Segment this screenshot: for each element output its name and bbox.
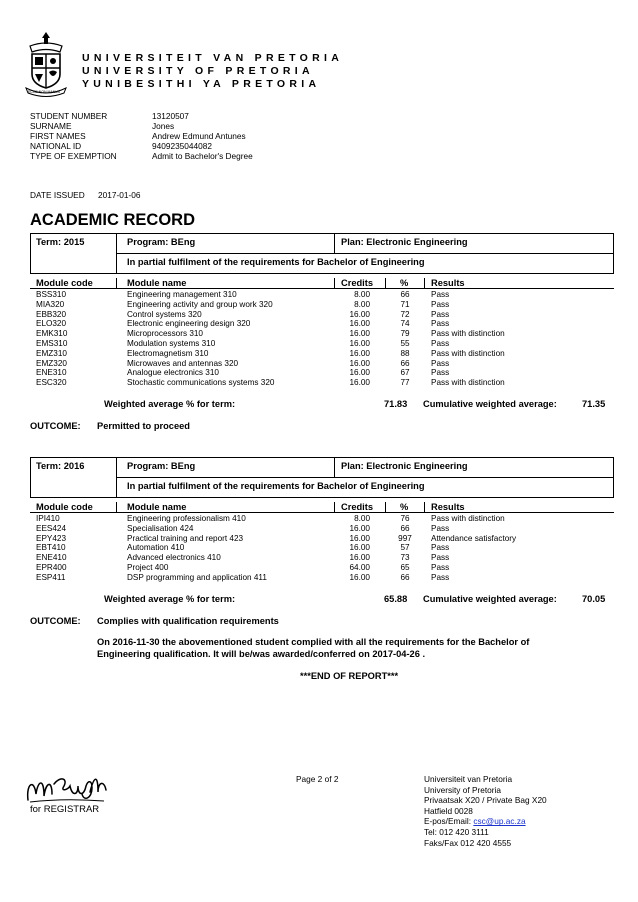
university-name-sepedi: YUNIBESITHI YA PRETORIA bbox=[82, 78, 321, 90]
table-cell: Pass bbox=[431, 299, 450, 309]
email-line bbox=[424, 816, 547, 827]
col-sep bbox=[116, 278, 117, 289]
col-module-name: Module name bbox=[127, 502, 187, 512]
table-cell: Pass with distinction bbox=[431, 348, 505, 358]
table-cell: Analogue electronics 310 bbox=[127, 368, 219, 378]
fax-line: Faks/Fax 012 420 4555 bbox=[424, 837, 512, 848]
table-cell: 16.00 bbox=[349, 533, 370, 543]
term-1-percent bbox=[390, 290, 420, 388]
term-1-outcome: Permitted to proceed bbox=[97, 421, 190, 431]
table-cell: Pass bbox=[431, 543, 450, 553]
address-block bbox=[424, 774, 547, 848]
table-cell: 72 bbox=[400, 309, 410, 319]
term-1-term: Term: 2015 bbox=[36, 237, 85, 247]
table-cell: Microprocessors 310 bbox=[127, 329, 203, 339]
table-cell: 997 bbox=[398, 533, 412, 543]
term-1-plan: Plan: Electronic Engineering bbox=[341, 237, 468, 247]
term-2-credits bbox=[334, 514, 370, 583]
col-sep bbox=[424, 502, 425, 513]
table-cell: DSP programming and application 411 bbox=[127, 572, 267, 582]
table-cell: 88 bbox=[400, 348, 410, 358]
term-2-weighted-value: 65.88 bbox=[384, 594, 408, 604]
student-labels bbox=[30, 111, 117, 161]
term-2-cumulative-value: 70.05 bbox=[582, 594, 606, 604]
table-cell: IPI410 bbox=[36, 514, 60, 523]
email-label: E-pos/Email: bbox=[424, 816, 474, 827]
table-cell: 66 bbox=[400, 358, 410, 368]
completion-statement-line1: On 2016-11-30 the abovementioned student complied with all the requirements for the Bachelor of bbox=[97, 637, 530, 647]
col-credits: Credits bbox=[341, 278, 374, 288]
student-values bbox=[152, 111, 253, 161]
table-cell: ENE310 bbox=[36, 368, 67, 378]
table-cell: Stochastic communications systems 320 bbox=[127, 378, 275, 388]
label-first-names: FIRST NAMES bbox=[30, 131, 86, 141]
end-of-report: ***END OF REPORT*** bbox=[300, 671, 399, 681]
table-cell: Pass with distinction bbox=[431, 329, 505, 339]
table-cell: 16.00 bbox=[349, 553, 370, 563]
col-module-code: Module code bbox=[36, 278, 93, 288]
table-cell: ESP411 bbox=[36, 572, 66, 582]
table-cell: Pass with distinction bbox=[431, 514, 505, 523]
col-sep bbox=[424, 278, 425, 289]
term-1-weighted-label: Weighted average % for term: bbox=[104, 399, 236, 409]
table-cell: Engineering activity and group work 320 bbox=[127, 299, 273, 309]
table-cell: 16.00 bbox=[349, 329, 370, 339]
label-national-id: NATIONAL ID bbox=[30, 141, 82, 151]
col-sep bbox=[334, 502, 335, 513]
col-credits: Credits bbox=[341, 502, 374, 512]
table-cell: Pass bbox=[431, 358, 450, 368]
term-1-credits bbox=[334, 290, 370, 388]
term-1-column-header bbox=[30, 278, 614, 289]
term-1-cumulative-label: Cumulative weighted average: bbox=[423, 399, 557, 409]
value-surname: Jones bbox=[152, 121, 175, 131]
col-percent: % bbox=[400, 502, 409, 512]
table-cell: EMK310 bbox=[36, 329, 68, 339]
term-1-cumulative-value: 71.35 bbox=[582, 399, 606, 409]
table-cell: 16.00 bbox=[349, 523, 370, 533]
term-1-header-divider bbox=[116, 253, 614, 254]
table-cell: 8.00 bbox=[354, 514, 370, 523]
table-cell: Pass bbox=[431, 368, 450, 378]
table-cell: 16.00 bbox=[349, 338, 370, 348]
table-cell: 16.00 bbox=[349, 543, 370, 553]
date-issued-value: 2017-01-06 bbox=[98, 190, 141, 200]
university-name-afrikaans: UNIVERSITEIT VAN PRETORIA bbox=[82, 52, 344, 64]
table-cell: 66 bbox=[400, 290, 410, 299]
crest-motto: ECCE NON MANUS bbox=[28, 90, 61, 94]
page-title: ACADEMIC RECORD bbox=[30, 211, 195, 229]
term-2-term: Term: 2016 bbox=[36, 461, 85, 471]
table-cell: 16.00 bbox=[349, 572, 370, 582]
table-cell: 8.00 bbox=[354, 290, 370, 299]
table-cell: ESC320 bbox=[36, 378, 67, 388]
table-cell: EMS310 bbox=[36, 338, 68, 348]
table-cell: Engineering professionalism 410 bbox=[127, 514, 246, 523]
col-results: Results bbox=[431, 502, 465, 512]
col-module-code: Module code bbox=[36, 502, 93, 512]
page-number: Page 2 of 2 bbox=[296, 774, 339, 784]
table-cell: 67 bbox=[400, 368, 410, 378]
completion-statement-line2: Engineering qualification. It will be/was awarded/conferred on 2017-04-26 . bbox=[97, 649, 426, 659]
table-cell: 64.00 bbox=[349, 562, 370, 572]
value-exemption: Admit to Bachelor's Degree bbox=[152, 151, 253, 161]
table-cell: EBT410 bbox=[36, 543, 66, 553]
table-cell: 55 bbox=[400, 338, 410, 348]
table-cell: 76 bbox=[400, 514, 410, 523]
address-line: Universiteit van Pretoria bbox=[424, 774, 513, 784]
table-cell: EBB320 bbox=[36, 309, 67, 319]
table-cell: Pass bbox=[431, 572, 450, 582]
address-line: Hatfield 0028 bbox=[424, 805, 473, 816]
col-sep bbox=[385, 502, 386, 513]
table-cell: Pass bbox=[431, 309, 450, 319]
value-first-names: Andrew Edmund Antunes bbox=[152, 131, 246, 141]
table-cell: 16.00 bbox=[349, 368, 370, 378]
email-link[interactable]: csc@up.ac.za bbox=[473, 816, 526, 827]
term-2-header-divider bbox=[116, 477, 614, 478]
registrar-label: for REGISTRAR bbox=[30, 804, 100, 815]
table-cell: 57 bbox=[400, 543, 410, 553]
term-2-cumulative-label: Cumulative weighted average: bbox=[423, 594, 557, 604]
col-sep bbox=[385, 278, 386, 289]
table-cell: 71 bbox=[400, 299, 410, 309]
table-cell: 77 bbox=[400, 378, 410, 388]
table-cell: Engineering management 310 bbox=[127, 290, 237, 299]
term-2-names bbox=[127, 514, 267, 583]
university-name-english: UNIVERSITY OF PRETORIA bbox=[82, 65, 314, 77]
table-cell: Pass bbox=[431, 338, 450, 348]
col-module-name: Module name bbox=[127, 278, 187, 288]
date-issued-label: DATE ISSUED bbox=[30, 190, 85, 200]
term-2-percent bbox=[390, 514, 420, 583]
table-cell: EMZ310 bbox=[36, 348, 67, 358]
label-student-number: STUDENT NUMBER bbox=[30, 111, 108, 121]
col-sep bbox=[116, 502, 117, 513]
term-2-outcome: Complies with qualification requirements bbox=[97, 616, 279, 626]
table-cell: Microwaves and antennas 320 bbox=[127, 358, 239, 368]
table-cell: Pass bbox=[431, 523, 450, 533]
value-student-number: 13120507 bbox=[152, 111, 189, 121]
table-cell: 66 bbox=[400, 572, 410, 582]
term-2-divider-a bbox=[116, 457, 117, 498]
table-cell: EPY423 bbox=[36, 533, 67, 543]
table-cell: Electromagnetism 310 bbox=[127, 348, 209, 358]
table-cell: 79 bbox=[400, 329, 410, 339]
table-cell: Automation 410 bbox=[127, 543, 185, 553]
term-2-fulfilment: In partial fulfilment of the requirements for Bachelor of Engineering bbox=[127, 481, 425, 491]
term-1-program: Program: BEng bbox=[127, 237, 196, 247]
label-surname: SURNAME bbox=[30, 121, 72, 131]
table-cell: 16.00 bbox=[349, 378, 370, 388]
table-cell: 16.00 bbox=[349, 309, 370, 319]
table-cell: Advanced electronics 410 bbox=[127, 553, 221, 563]
col-sep bbox=[334, 278, 335, 289]
term-2-outcome-label: OUTCOME: bbox=[30, 616, 81, 626]
term-2-column-header bbox=[30, 502, 614, 513]
table-cell: Project 400 bbox=[127, 562, 169, 572]
table-cell: Electronic engineering design 320 bbox=[127, 319, 251, 329]
term-2-results bbox=[431, 514, 516, 583]
registrar-signature-text: MBurgh bbox=[30, 776, 34, 777]
term-1-fulfilment: In partial fulfilment of the requirements for Bachelor of Engineering bbox=[127, 257, 425, 267]
table-cell: 8.00 bbox=[354, 299, 370, 309]
table-cell: Specialisation 424 bbox=[127, 523, 194, 533]
label-exemption: TYPE OF EXEMPTION bbox=[30, 151, 117, 161]
col-percent: % bbox=[400, 278, 409, 288]
table-cell: ENE410 bbox=[36, 553, 67, 563]
table-cell: Modulation systems 310 bbox=[127, 338, 216, 348]
table-cell: Pass bbox=[431, 319, 450, 329]
table-cell: EES424 bbox=[36, 523, 67, 533]
table-cell: Control systems 320 bbox=[127, 309, 202, 319]
table-cell: Pass bbox=[431, 553, 450, 563]
tel-line: Tel: 012 420 3111 bbox=[424, 826, 489, 837]
table-cell: Pass bbox=[431, 562, 450, 572]
term-1-divider-b bbox=[334, 233, 335, 254]
term-1-outcome-label: OUTCOME: bbox=[30, 421, 81, 431]
col-results: Results bbox=[431, 278, 465, 288]
table-cell: Practical training and report 423 bbox=[127, 533, 244, 543]
table-cell: 66 bbox=[400, 523, 410, 533]
term-1-divider-a bbox=[116, 233, 117, 274]
term-2-codes bbox=[36, 514, 67, 583]
table-cell: 16.00 bbox=[349, 348, 370, 358]
table-cell: 73 bbox=[400, 553, 410, 563]
table-cell: Pass with distinction bbox=[431, 378, 505, 388]
table-cell: EPR400 bbox=[36, 562, 67, 572]
table-cell: MIA320 bbox=[36, 299, 65, 309]
address-line: University of Pretoria bbox=[424, 784, 502, 795]
term-2-plan: Plan: Electronic Engineering bbox=[341, 461, 468, 471]
term-2-divider-b bbox=[334, 457, 335, 478]
table-cell: EMZ320 bbox=[36, 358, 67, 368]
table-cell: Attendance satisfactory bbox=[431, 533, 517, 543]
registrar-signature bbox=[24, 772, 108, 806]
table-cell: Pass bbox=[431, 290, 450, 299]
address-line: Privaatsak X20 / Private Bag X20 bbox=[424, 795, 547, 806]
term-2-weighted-label: Weighted average % for term: bbox=[104, 594, 236, 604]
term-1-results bbox=[431, 290, 505, 388]
table-cell: BSS310 bbox=[36, 290, 67, 299]
term-1-names bbox=[127, 290, 274, 388]
term-1-weighted-value: 71.83 bbox=[384, 399, 408, 409]
table-cell: ELO320 bbox=[36, 319, 67, 329]
table-cell: 16.00 bbox=[349, 358, 370, 368]
value-national-id: 9409235044082 bbox=[152, 141, 212, 151]
university-crest bbox=[24, 30, 68, 98]
term-1-codes bbox=[36, 290, 67, 388]
table-cell: 74 bbox=[400, 319, 410, 329]
table-cell: 65 bbox=[400, 562, 410, 572]
term-2-program: Program: BEng bbox=[127, 461, 196, 471]
table-cell: 16.00 bbox=[349, 319, 370, 329]
